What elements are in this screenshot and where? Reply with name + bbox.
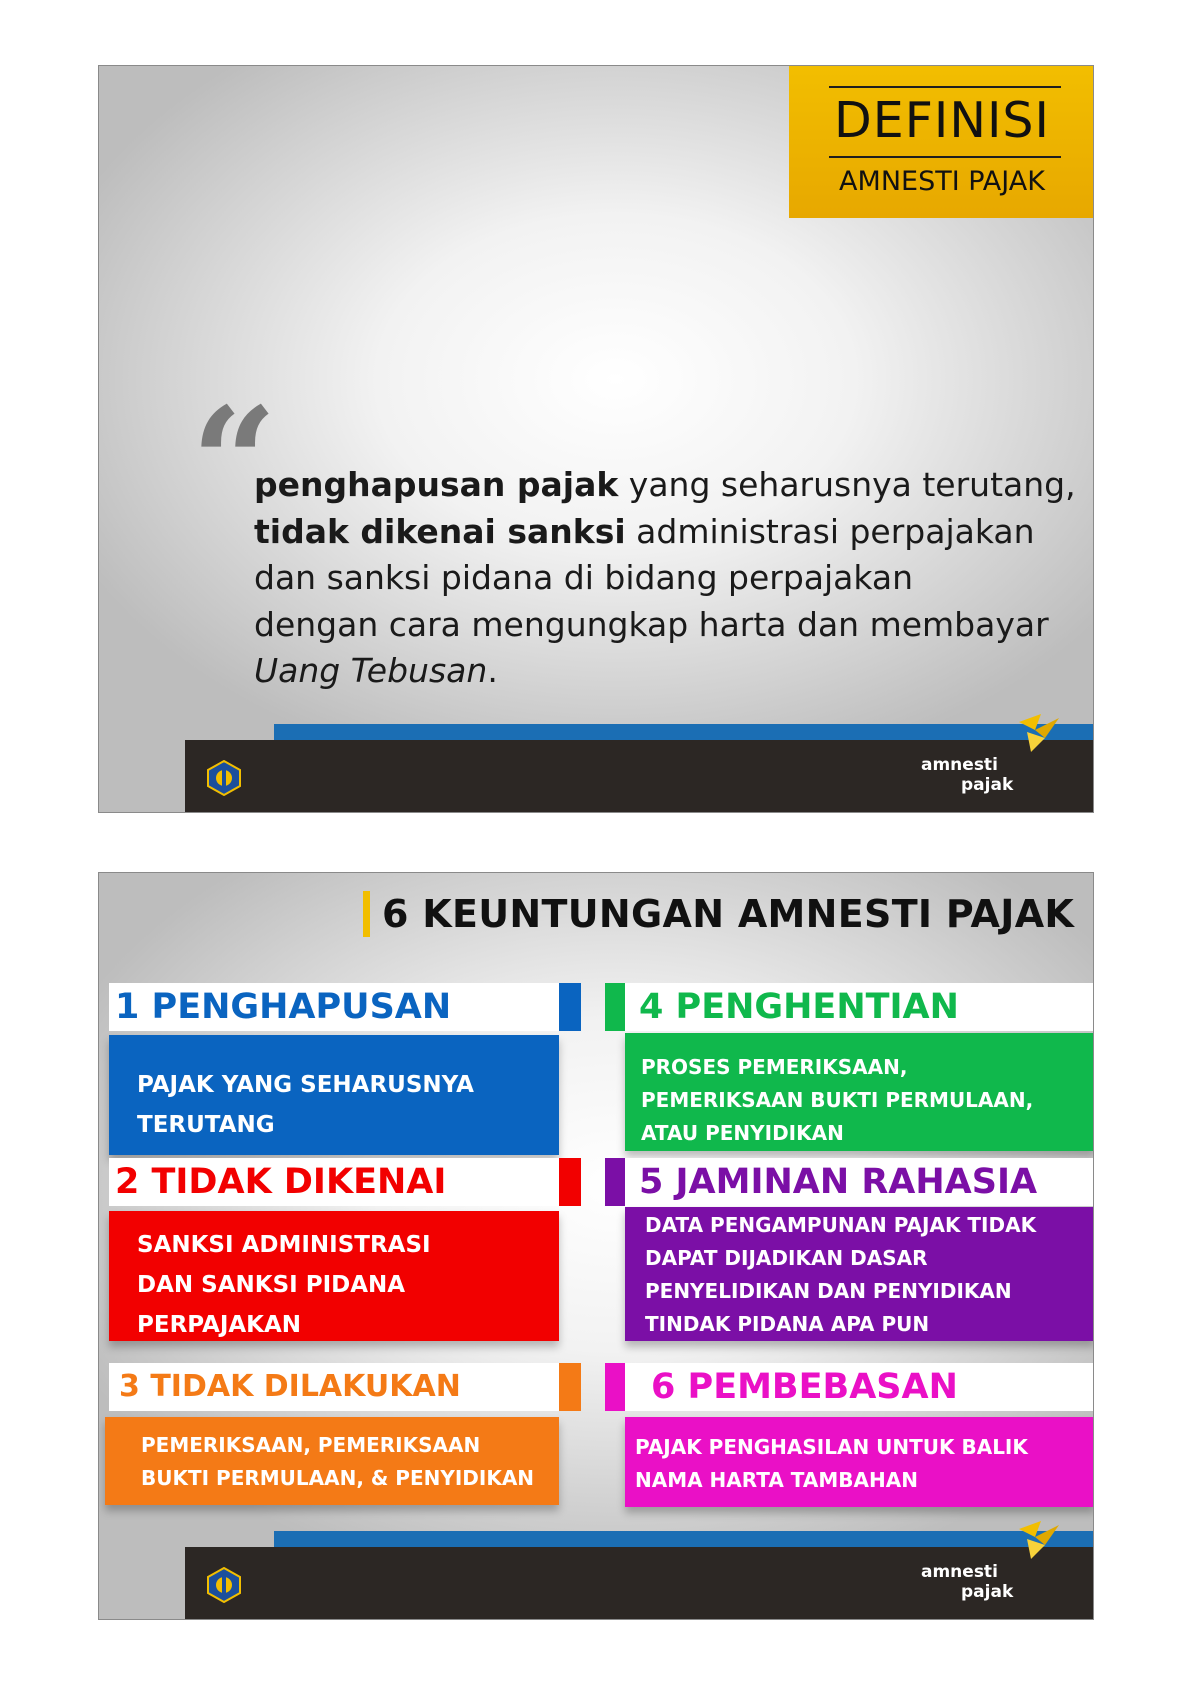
kemenkeu-seal-icon	[206, 1567, 242, 1603]
quote-line-2: tidak dikenai sanksi administrasi perpajakan	[254, 511, 1035, 551]
benefit-body-4: PROSES PEMERIKSAAN, PEMERIKSAAN BUKTI PERMULAAN, ATAU PENYIDIKAN	[625, 1033, 1094, 1151]
slide-keuntungan	[98, 872, 1094, 1620]
quote-mark-icon: “	[191, 375, 278, 551]
slide2-title-text: 6 KEUNTUNGAN AMNESTI PAJAK	[382, 892, 1075, 936]
benefit-body-1: PAJAK YANG SEHARUSNYA TERUTANG	[109, 1035, 559, 1155]
title-rule-bottom	[829, 156, 1061, 158]
kemenkeu-seal-icon	[206, 760, 242, 796]
title-rule-top	[829, 86, 1061, 88]
footer-logo-line1: amnesti	[921, 1562, 998, 1582]
benefit-body-3: PEMERIKSAAN, PEMERIKSAAN BUKTI PERMULAAN, & PENYIDIKAN	[105, 1417, 559, 1505]
slide-definisi	[98, 65, 1094, 813]
footer-dark-band	[185, 1547, 1094, 1619]
title-box	[789, 66, 1094, 218]
benefit-heading-2: 2 TIDAK DIKENAI	[109, 1158, 565, 1206]
title-accent-bar	[363, 891, 370, 937]
slide2-footer	[99, 1519, 1094, 1619]
benefit-tab-6	[605, 1363, 625, 1411]
benefit-heading-4: 4 PENGHENTIAN	[625, 983, 1094, 1031]
benefit-heading-5: 5 JAMINAN RAHASIA	[625, 1158, 1094, 1206]
footer-logo-line2: pajak	[961, 1582, 1014, 1602]
footer-dark-band	[185, 740, 1094, 812]
slide2-title	[363, 891, 1074, 937]
benefit-tab-3	[559, 1363, 581, 1411]
benefit-body-6: PAJAK PENGHASILAN UNTUK BALIK NAMA HARTA TAMBAHAN	[625, 1417, 1094, 1507]
benefit-body-2: SANKSI ADMINISTRASI DAN SANKSI PIDANA PERPAJAKAN	[109, 1211, 559, 1341]
benefit-heading-3: 3 TIDAK DILAKUKAN	[109, 1363, 569, 1411]
quote-line-1: penghapusan pajak yang seharusnya terutang,	[254, 465, 1076, 504]
slide-subtitle: AMNESTI PAJAK	[839, 166, 1045, 197]
benefit-heading-1: 1 PENGHAPUSAN	[109, 983, 565, 1031]
quote-line-4: dengan cara mengungkap harta dan membayar	[254, 604, 1049, 644]
slide-title: DEFINISI	[834, 92, 1050, 149]
benefit-tab-1	[559, 983, 581, 1031]
footer-logo-line1: amnesti	[921, 755, 998, 775]
benefit-body-5: DATA PENGAMPUNAN PAJAK TIDAK DAPAT DIJADIKAN DASAR PENYELIDIKAN DAN PENYIDIKAN TINDAK PIDANA APA PUN	[625, 1207, 1094, 1341]
benefit-tab-2	[559, 1158, 581, 1206]
footer-logo-line2: pajak	[961, 775, 1014, 795]
benefit-tab-4	[605, 983, 625, 1031]
quote-line-5: Uang Tebusan.	[254, 651, 498, 690]
quote-line-3: dan sanksi pidana di bidang perpajakan	[254, 558, 914, 597]
benefit-heading-6: 6 PEMBEBASAN	[625, 1363, 1094, 1411]
slide-footer	[99, 712, 1094, 812]
benefit-tab-5	[605, 1158, 625, 1206]
definition-quote	[254, 462, 1084, 695]
